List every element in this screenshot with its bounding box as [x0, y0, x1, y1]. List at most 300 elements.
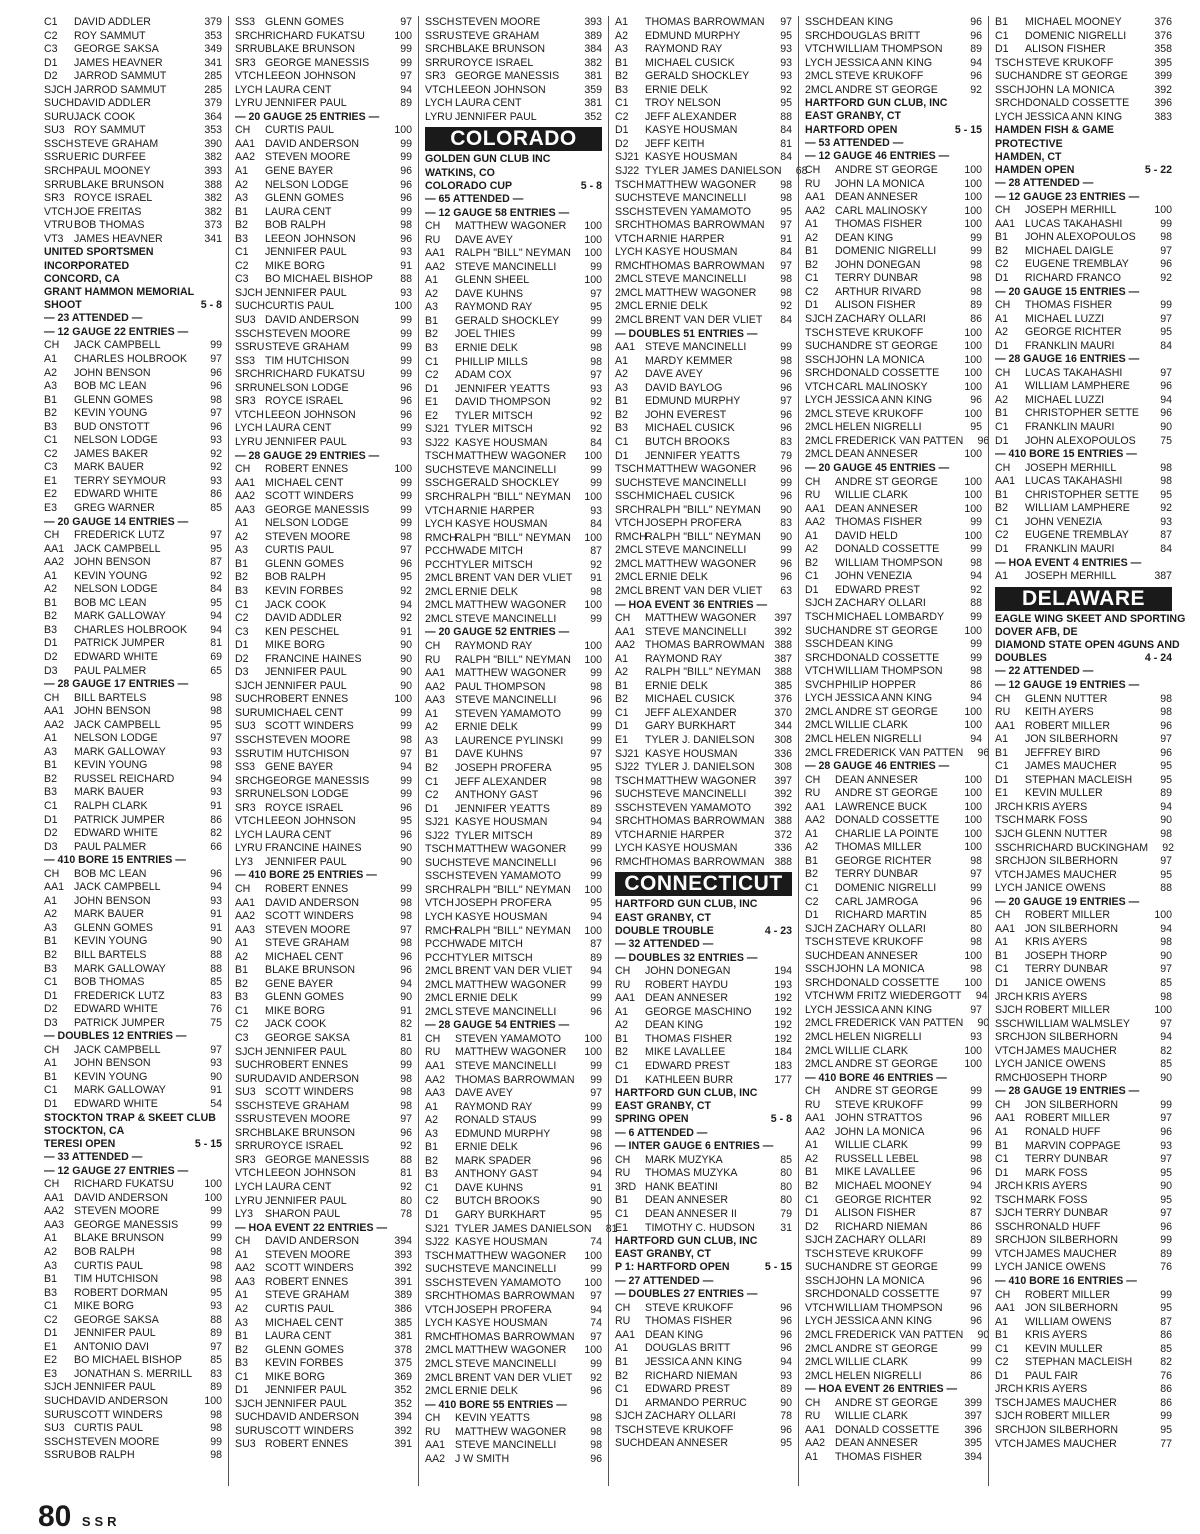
score: 98 [970, 258, 982, 271]
shooter-name: JENNIFER PAUL [265, 855, 347, 868]
result-row [425, 843, 602, 857]
class-code: 2MCL [805, 1017, 834, 1030]
result-row [615, 1019, 792, 1033]
shooter-name: BOB MC LEAN [74, 596, 147, 609]
score: 78 [400, 1208, 412, 1221]
result-row [235, 734, 412, 748]
class-code: CH [995, 366, 1011, 379]
result-row [995, 70, 1172, 84]
shooter-name: DAVE KUHNS [455, 287, 524, 300]
score: 391 [394, 1275, 412, 1288]
club-heading: DOVER AFB, DE [995, 625, 1078, 638]
class-code: 3RD [615, 1180, 637, 1193]
class-code: D2 [805, 1220, 819, 1233]
result-row [615, 517, 792, 531]
class-code: LYCH [995, 1261, 1023, 1274]
class-code: B1 [44, 596, 57, 609]
score: 78 [780, 1410, 792, 1423]
class-code: A1 [44, 732, 57, 745]
result-row [235, 504, 412, 518]
result-row [805, 801, 982, 815]
score: 90 [210, 935, 222, 948]
score: 89 [210, 1381, 222, 1394]
score: 96 [400, 557, 412, 570]
shooter-name: MARDY KEMMER [645, 354, 733, 367]
shooter-name: BLAKE BRUNSON [265, 1126, 356, 1139]
class-code: AA2 [805, 1125, 826, 1138]
shooter-name: DEAN ANNESER [645, 992, 729, 1005]
class-code: SSCH [425, 16, 455, 28]
class-code: A2 [615, 1019, 628, 1032]
shooter-name: JAMES MAUCHER [1025, 1437, 1117, 1450]
result-row [995, 1316, 1172, 1330]
class-code: AA1 [425, 1059, 446, 1072]
result-row [615, 707, 792, 721]
score: 94 [400, 977, 412, 990]
result-row [425, 1168, 602, 1182]
score: 85 [210, 976, 222, 989]
score: 96 [1160, 407, 1172, 420]
shooter-name: EDWARD WHITE [74, 650, 158, 663]
shooter-name: JAMES MAUCHER [1025, 1396, 1117, 1409]
class-code: B1 [615, 679, 628, 692]
result-row [995, 1167, 1172, 1181]
class-code: SU3 [44, 1422, 65, 1435]
shooter-name: DAVID ADDLER [265, 612, 342, 625]
result-row [425, 803, 602, 817]
shooter-name: MATTHEW WAGONER [455, 599, 567, 612]
score: 92 [1160, 272, 1172, 285]
score: 97 [1160, 244, 1172, 257]
result-row [44, 705, 222, 719]
score: 392 [394, 1262, 412, 1275]
shooter-name: SCOTT WINDERS [265, 1262, 354, 1275]
shooter-name: DONALD COSSETTE [835, 1423, 940, 1436]
class-code: LYRU [235, 1194, 263, 1207]
shooter-name: NELSON LODGE [74, 732, 158, 745]
result-row [995, 1112, 1172, 1126]
class-code: RU [425, 1425, 441, 1438]
class-code: LY3 [235, 855, 254, 868]
score: 99 [780, 476, 792, 489]
class-code: A1 [995, 312, 1008, 325]
shooter-name: WILLIE CLARK [835, 719, 909, 732]
class-code: 2MCL [425, 1358, 454, 1371]
class-code: SRCH [425, 1290, 456, 1303]
shooter-name: ERIC DURFEE [74, 151, 146, 164]
score: 99 [590, 721, 602, 734]
class-code: B3 [44, 962, 57, 975]
result-row [805, 84, 982, 98]
score: 192 [774, 1032, 792, 1045]
result-row [235, 1235, 412, 1249]
score: 96 [400, 178, 412, 191]
score: 93 [780, 43, 792, 56]
score: 74 [590, 1236, 602, 1249]
score: 99 [970, 231, 982, 244]
shooter-name: CURTIS PAUL [74, 1422, 144, 1435]
result-row [615, 626, 792, 640]
result-row [425, 1114, 602, 1128]
class-code: SRRU [44, 178, 75, 191]
shooter-name: JAMES HEAVNER [74, 56, 163, 69]
result-row [805, 434, 990, 449]
class-code: A1 [235, 937, 248, 950]
result-row [235, 720, 412, 734]
score: 99 [210, 1232, 222, 1245]
class-code: SSRU [44, 1449, 74, 1462]
score: 100 [394, 463, 412, 476]
result-row [425, 383, 602, 397]
class-code: TSCH [615, 178, 644, 191]
result-row [615, 1356, 792, 1370]
score: 65 [210, 664, 222, 677]
result-row [995, 801, 1172, 815]
shooter-name: WILLIE CLARK [835, 489, 909, 502]
class-code: A1 [615, 1342, 628, 1355]
class-code: B1 [995, 488, 1008, 501]
result-row [995, 869, 1172, 883]
shooter-name: STEVE KRUKOFF [835, 326, 924, 339]
score: 100 [394, 693, 412, 706]
score: 90 [400, 991, 412, 1004]
class-code: A1 [805, 218, 818, 231]
state-banner: DELAWARE [995, 587, 1172, 611]
score: 95 [590, 301, 602, 314]
result-row [425, 613, 602, 627]
shooter-name: THOMAS MUZYKA [645, 1167, 738, 1180]
score: 92 [970, 1193, 982, 1206]
result-row [425, 1372, 602, 1386]
class-code: RU [615, 1315, 631, 1328]
class-code: C1 [235, 1004, 249, 1017]
result-row [44, 949, 222, 963]
shooter-name: DOUGLAS BRITT [645, 1342, 731, 1355]
score: 98 [1160, 475, 1172, 488]
class-code: B1 [44, 935, 57, 948]
shooter-name: MICHAEL CENT [265, 706, 344, 719]
shooter-name: GEORGE MANESSIS [265, 503, 370, 516]
result-row [425, 220, 602, 234]
score: 336 [774, 842, 792, 855]
result-row [425, 1453, 602, 1467]
shooter-name: ZACHARY OLLARI [835, 1234, 926, 1247]
result-row [44, 1300, 222, 1314]
score: 97 [400, 923, 412, 936]
result-row [235, 1262, 412, 1276]
class-code: C1 [805, 881, 819, 894]
shooter-name: CHARLES HOLBROOK [74, 352, 188, 365]
result-row [425, 1060, 602, 1074]
class-code: 2MCL [805, 1329, 834, 1342]
class-code: C1 [44, 1300, 58, 1313]
score: 98 [210, 1246, 222, 1259]
score: 99 [970, 638, 982, 651]
result-row [995, 313, 1172, 327]
score: 100 [964, 407, 982, 420]
shooter-name: ALISON FISHER [835, 1207, 916, 1220]
result-row [615, 965, 792, 979]
shooter-name: GLENN GOMES [265, 1343, 344, 1356]
shooter-name: GLENN NUTTER [1025, 692, 1108, 705]
score: 96 [970, 29, 982, 42]
score: 376 [774, 693, 792, 706]
shooter-name: TERRY DUNBAR [835, 868, 919, 881]
result-row [615, 720, 792, 734]
class-code: CH [235, 883, 251, 895]
class-code: A2 [235, 1302, 248, 1315]
result-row [44, 1246, 222, 1260]
score: 97 [1160, 963, 1172, 976]
class-code: A1 [615, 16, 628, 28]
score: 98 [1160, 461, 1172, 474]
result-row [235, 531, 412, 545]
shooter-name: GLENN GOMES [265, 192, 344, 205]
score: 90 [977, 1017, 990, 1030]
shooter-name: MARK BAUER [74, 786, 145, 799]
shooter-name: TIM HUTCHISON [74, 1273, 159, 1286]
result-row [235, 1330, 412, 1344]
class-code: B1 [235, 1330, 248, 1343]
score: 68 [795, 165, 808, 178]
shooter-name: STEVE KRUKOFF [1025, 56, 1114, 69]
score: 385 [394, 1316, 412, 1329]
shooter-name: PHILLIP MILLS [455, 355, 528, 368]
shooter-name: ROBERT ENNES [265, 463, 349, 476]
shooter-name: STEVE KRUKOFF [835, 1098, 924, 1111]
shooter-name: STEVE MANCINELLI [455, 1263, 557, 1276]
result-row [235, 436, 412, 450]
score: 92 [970, 83, 982, 96]
result-row [805, 327, 982, 341]
class-code: CH [615, 1153, 631, 1166]
result-row [235, 1140, 412, 1154]
score: 96 [400, 395, 412, 408]
score: 97 [1160, 1153, 1172, 1166]
class-code: SRRU [235, 43, 266, 56]
class-code: SJCH [995, 1207, 1023, 1220]
result-row [805, 30, 982, 44]
score: 96 [400, 408, 412, 421]
result-row [995, 1153, 1172, 1167]
result-row [995, 231, 1172, 245]
result-row [805, 814, 982, 828]
shooter-name: STEVEN YAMAMOTO [455, 1276, 561, 1289]
score: 69 [210, 650, 222, 663]
result-row [235, 1195, 412, 1209]
event-header: — INTER GAUGE 6 ENTRIES — [615, 1140, 774, 1153]
shooter-name: ANDRE ST GEORGE [835, 1085, 938, 1098]
score: 97 [400, 544, 412, 557]
shooter-name: JOHN DONEGAN [645, 965, 731, 978]
shooter-name: CURTIS PAUL [74, 1259, 144, 1272]
result-row [615, 979, 792, 993]
score: 90 [400, 652, 412, 665]
class-code: RU [425, 653, 441, 666]
score: 76 [1160, 1261, 1172, 1274]
score: 98 [400, 1099, 412, 1112]
class-code: SSRU [235, 747, 265, 760]
shooter-name: STEVEN MOORE [74, 1205, 160, 1218]
score: 93 [590, 382, 602, 395]
result-row [425, 735, 602, 749]
class-code: TSCH [805, 611, 834, 624]
class-code: LYRU [235, 97, 263, 110]
class-code: LYCH [425, 518, 453, 531]
result-row [44, 1395, 222, 1409]
class-code: LYRU [235, 435, 263, 448]
score: 92 [400, 584, 412, 597]
shooter-name: STEVE KRUKOFF [835, 70, 924, 83]
score: 80 [780, 1194, 792, 1207]
score: 92 [210, 461, 222, 474]
result-row [615, 1074, 792, 1088]
result-row [805, 950, 982, 964]
class-code: SSCH [995, 1017, 1025, 1030]
score: 96 [780, 463, 792, 476]
score: 90 [400, 679, 412, 692]
result-row [615, 219, 792, 233]
score: 98 [780, 273, 792, 286]
shooter-name: EDWARD WHITE [74, 488, 158, 501]
result-row [995, 1194, 1172, 1208]
class-code: SS3 [235, 354, 256, 367]
result-row [805, 1356, 982, 1370]
shooter-name: J W SMITH [455, 1452, 510, 1465]
shooter-name: STEVE KRUKOFF [835, 936, 924, 949]
score: 96 [590, 856, 602, 869]
shooter-name: DAVID ANDERSON [265, 137, 359, 150]
class-code: SRCH [805, 29, 836, 42]
shooter-name: ERNIE DELK [455, 342, 518, 354]
score: 86 [1160, 1396, 1172, 1409]
class-code: CH [615, 965, 631, 978]
score: 99 [400, 56, 412, 69]
score: 93 [210, 745, 222, 758]
result-row [805, 719, 982, 733]
class-code: SRCH [805, 1288, 836, 1301]
result-row [425, 410, 602, 424]
shooter-name: JACK COOK [265, 1018, 327, 1031]
score: 86 [970, 678, 982, 691]
class-code: C2 [425, 1195, 439, 1208]
class-code: A2 [425, 721, 438, 734]
class-code: B2 [44, 949, 57, 962]
shooter-name: STEVEN MOORE [265, 1113, 351, 1126]
result-row [235, 653, 412, 667]
result-row [44, 1219, 222, 1233]
score: 99 [210, 1435, 222, 1448]
class-code: 2MCL [805, 1356, 834, 1369]
score: 96 [970, 16, 982, 28]
class-code: VTCH [425, 83, 454, 96]
shooter-name: ROBERT ENNES [265, 1275, 349, 1288]
score: 98 [590, 1425, 602, 1438]
class-code: SSCH [44, 137, 74, 150]
score: 80 [400, 1194, 412, 1207]
class-code: AA1 [615, 1328, 636, 1341]
shooter-name: JAMES MAUCHER [1025, 1044, 1117, 1057]
result-row [615, 1302, 792, 1316]
class-code: 2MCL [805, 705, 834, 718]
shooter-name: LUCAS TAKAHASHI [1025, 217, 1123, 230]
score: 393 [204, 165, 222, 178]
score: 98 [210, 1449, 222, 1462]
class-code: A3 [615, 381, 628, 394]
class-code: D1 [805, 299, 819, 312]
score: 99 [1160, 1234, 1172, 1247]
shooter-name: STEPHAN MACLEISH [1025, 1356, 1133, 1369]
class-code: B2 [235, 571, 248, 584]
shooter-name: JOEL THIES [455, 328, 516, 341]
result-row [44, 1287, 222, 1301]
class-code: VTCH [235, 1167, 264, 1180]
shooter-name: MARK FOSS [1025, 1193, 1088, 1206]
club-heading: DIAMOND STATE OPEN 4GUNS AND [995, 639, 1180, 651]
class-code: AA2 [235, 1262, 256, 1275]
score: 89 [1160, 1247, 1172, 1260]
score: 96 [590, 1154, 602, 1167]
event-header: — 27 ATTENDED — [615, 1274, 714, 1287]
shooter-name: ROBERT MILLER [1025, 1410, 1110, 1423]
result-row [235, 666, 412, 680]
result-row [425, 681, 602, 695]
score: 95 [590, 761, 602, 774]
score: 88 [210, 962, 222, 975]
shooter-name: MARK BAUER [74, 461, 145, 474]
class-code: 2MCL [805, 1030, 834, 1043]
score: 74 [590, 1317, 602, 1330]
score: 97 [970, 868, 982, 881]
shooter-name: TYLER J. DANIELSON [645, 761, 755, 774]
result-row [235, 1167, 412, 1181]
score: 91 [210, 800, 222, 812]
score: 90 [1160, 421, 1172, 434]
shooter-name: TYLER MITSCH [455, 558, 533, 571]
result-row [615, 1437, 792, 1451]
shooter-name: WADE MITCH [455, 545, 523, 558]
class-code: CH [235, 124, 251, 137]
result-row [425, 762, 602, 776]
score: 94 [590, 1303, 602, 1316]
score: 98 [1160, 706, 1172, 719]
class-code: B3 [44, 623, 57, 636]
result-row [805, 1221, 982, 1235]
shooter-name: MIKE BORG [265, 259, 326, 272]
score: 96 [590, 694, 602, 707]
result-row [805, 516, 982, 530]
result-row [425, 234, 602, 248]
result-row [235, 382, 412, 396]
score: 96 [1160, 258, 1172, 271]
shooter-name: SCOTT WINDERS [265, 720, 354, 733]
result-row [425, 356, 602, 370]
result-row [425, 1412, 602, 1426]
result-row [44, 206, 222, 220]
shooter-name: GREG WARNER [74, 501, 155, 514]
score: 93 [780, 56, 792, 69]
result-row [805, 1045, 982, 1059]
score: 382 [204, 205, 222, 218]
shooter-name: ANDRE ST GEORGE [835, 705, 938, 718]
score: 99 [400, 476, 412, 489]
score: 89 [590, 802, 602, 815]
result-row [615, 1222, 792, 1236]
shooter-name: STEVE MANCINELLI [455, 694, 557, 707]
score: 90 [1160, 814, 1172, 827]
score: 336 [774, 747, 792, 760]
class-code: D1 [995, 272, 1009, 285]
